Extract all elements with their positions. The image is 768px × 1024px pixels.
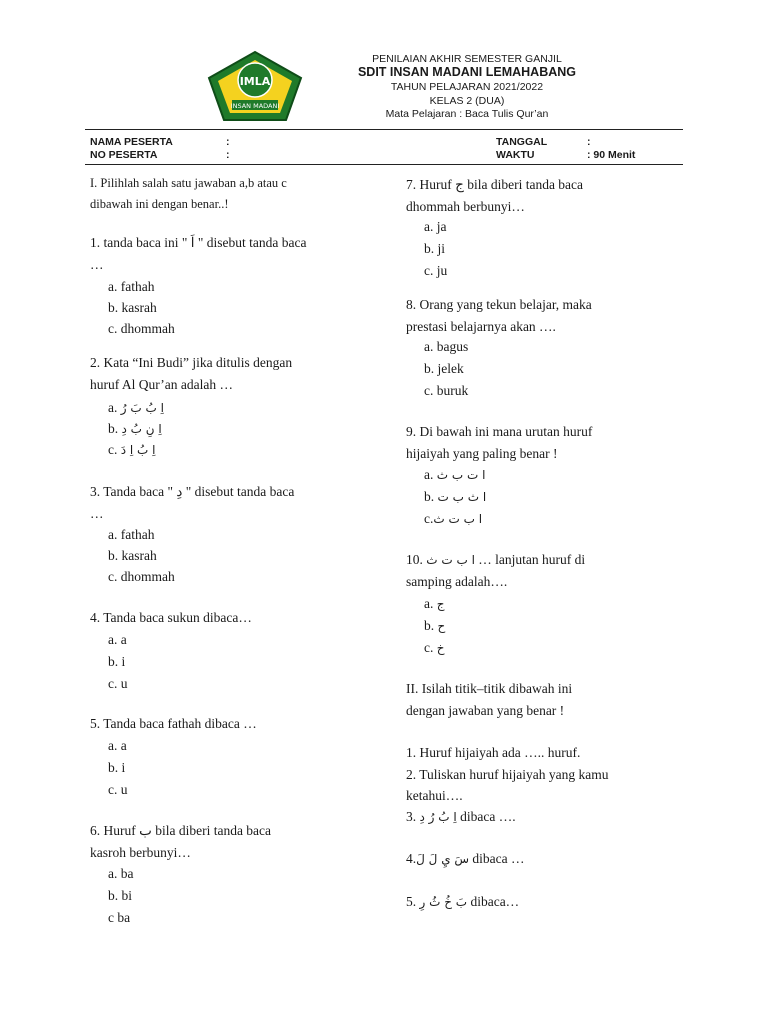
q10-option-b: b. ح bbox=[424, 618, 446, 633]
q1-line2: … bbox=[90, 257, 104, 272]
q4-option-b: b. i bbox=[108, 654, 126, 669]
q6-option-c: c ba bbox=[108, 910, 131, 925]
q10-option-b-arabic: ح bbox=[437, 619, 446, 633]
nama-sep: : bbox=[226, 136, 230, 148]
q7-option-a: a. ja bbox=[424, 219, 447, 234]
q9-option-c-arabic: ا ب ت ث bbox=[433, 512, 483, 526]
q3-option-c: c. dhommah bbox=[108, 569, 175, 584]
q8-option-a: a. bagus bbox=[424, 339, 469, 354]
q10-line1: 10. ا ب ت ث … lanjutan huruf di bbox=[406, 552, 586, 567]
section1-line2: dibawah ini dengan benar..! bbox=[90, 197, 229, 211]
q2-option-c: c. اِ بُ اِ دَ bbox=[108, 442, 156, 457]
q7-option-c: c. ju bbox=[424, 263, 448, 278]
no-label: NO PESERTA bbox=[90, 149, 158, 161]
q10-option-c-arabic: خ bbox=[436, 641, 445, 655]
q5-option-b: b. i bbox=[108, 760, 126, 775]
q10-option-a-arabic: ج bbox=[436, 597, 445, 611]
q1-option-c: c. dhommah bbox=[108, 321, 175, 336]
essay-2-line1: 2. Tuliskan huruf hijaiyah yang kamu bbox=[406, 767, 609, 782]
q7-line2: dhommah berbunyi… bbox=[406, 199, 525, 214]
subject-label: Mata Pelajaran : Baca Tulis Qur’an bbox=[385, 108, 549, 120]
essay-4: 4.سَ يِ لَ لَ dibaca … bbox=[406, 851, 525, 866]
q9-line2: hijaiyah yang paling benar ! bbox=[406, 446, 558, 461]
q2-option-c-arabic: اِ بُ اِ دَ bbox=[120, 443, 156, 457]
q7-line1: 7. Huruf ج bila diberi tanda baca bbox=[406, 177, 584, 192]
q1-option-b: b. kasrah bbox=[108, 300, 157, 315]
q6-line2: kasroh berbunyi… bbox=[90, 845, 191, 860]
q4-line1: 4. Tanda baca sukun dibaca… bbox=[90, 610, 252, 625]
essay-5: 5. بَ خُ ثُ رِ dibaca… bbox=[406, 894, 520, 909]
essay-4-arabic: سَ يِ لَ لَ bbox=[416, 852, 470, 866]
q6-option-a: a. ba bbox=[108, 866, 134, 881]
q3-option-b: b. kasrah bbox=[108, 548, 157, 563]
essay-2-line2: ketahui…. bbox=[406, 788, 463, 803]
q2-option-b-arabic: اِ نِ بُ دِ bbox=[121, 422, 162, 436]
q6-option-b: b. bi bbox=[108, 888, 133, 903]
q9-option-a: a. ا ت ب ث bbox=[424, 467, 486, 482]
info-divider bbox=[85, 164, 683, 165]
waktu-label: WAKTU bbox=[496, 149, 535, 161]
essay-1: 1. Huruf hijaiyah ada ….. huruf. bbox=[406, 745, 581, 760]
q3-line1: 3. Tanda baca " دِ " disebut tanda baca bbox=[90, 484, 295, 499]
q7-option-b: b. ji bbox=[424, 241, 446, 256]
q4-option-a: a. a bbox=[108, 632, 127, 647]
no-sep: : bbox=[226, 149, 230, 161]
q5-option-a: a. a bbox=[108, 738, 127, 753]
q10-arabic-sequence: ا ب ت ث bbox=[426, 553, 475, 567]
essay-5-arabic: بَ خُ ثُ رِ bbox=[419, 895, 468, 909]
section2-line1: II. Isilah titik–titik dibawah ini bbox=[406, 681, 573, 696]
q2-line1: 2. Kata “Ini Budi” jika ditulis dengan bbox=[90, 355, 293, 370]
section2-line2: dengan jawaban yang benar ! bbox=[406, 703, 565, 718]
tanggal-label: TANGGAL bbox=[496, 136, 548, 148]
q2-option-a-arabic: اِ بُ بَ رُ bbox=[120, 401, 164, 415]
essay-3-arabic: اِ بُ رُ دِ bbox=[419, 810, 457, 824]
q3-line2: … bbox=[90, 506, 104, 521]
q2-line2: huruf Al Qur’an adalah … bbox=[90, 377, 233, 392]
nama-label: NAMA PESERTA bbox=[90, 136, 173, 148]
q8-line2: prestasi belajarnya akan …. bbox=[406, 319, 556, 334]
q2-option-a: a. اِ بُ بَ رُ bbox=[108, 400, 164, 415]
q5-option-c: c. u bbox=[108, 782, 128, 797]
q2-option-b: b. اِ نِ بُ دِ bbox=[108, 421, 162, 436]
q9-option-b: b. ا ث ب ت bbox=[424, 489, 487, 504]
q1-line1: 1. tanda baca ini " اَ " disebut tanda baca bbox=[90, 235, 307, 250]
svg-text:INSAN MADANI: INSAN MADANI bbox=[230, 102, 280, 110]
exam-title: PENILAIAN AKHIR SEMESTER GANJIL bbox=[372, 53, 562, 65]
q10-option-a: a. ج bbox=[424, 596, 445, 611]
q10-option-c: c. خ bbox=[424, 640, 445, 655]
q8-line1: 8. Orang yang tekun belajar, maka bbox=[406, 297, 592, 312]
class-label: KELAS 2 (DUA) bbox=[429, 95, 505, 107]
q10-line2: samping adalah…. bbox=[406, 574, 508, 589]
q1-option-a: a. fathah bbox=[108, 279, 155, 294]
tanggal-sep: : bbox=[587, 136, 591, 148]
waktu-value: : 90 Menit bbox=[587, 149, 636, 161]
section1-line1: I. Pilihlah salah satu jawaban a,b atau c bbox=[90, 176, 287, 190]
svg-text:IMLA: IMLA bbox=[239, 75, 271, 88]
q9-option-b-arabic: ا ث ب ت bbox=[437, 490, 487, 504]
essay-3: 3. اِ بُ رُ دِ dibaca …. bbox=[406, 809, 516, 824]
q4-option-c: c. u bbox=[108, 676, 128, 691]
q9-option-a-arabic: ا ت ب ث bbox=[436, 468, 486, 482]
q9-option-c: c.ا ب ت ث bbox=[424, 511, 483, 526]
q8-option-b: b. jelek bbox=[424, 361, 464, 376]
q9-line1: 9. Di bawah ini mana urutan huruf bbox=[406, 424, 593, 439]
q8-option-c: c. buruk bbox=[424, 383, 469, 398]
school-name: SDIT INSAN MADANI LEMAHABANG bbox=[357, 65, 577, 79]
q3-option-a: a. fathah bbox=[108, 527, 155, 542]
q5-line1: 5. Tanda baca fathah dibaca … bbox=[90, 716, 257, 731]
academic-year: TAHUN PELAJARAN 2021/2022 bbox=[390, 81, 544, 93]
q6-line1: 6. Huruf ب bila diberi tanda baca bbox=[90, 823, 272, 838]
header-divider bbox=[85, 129, 683, 130]
